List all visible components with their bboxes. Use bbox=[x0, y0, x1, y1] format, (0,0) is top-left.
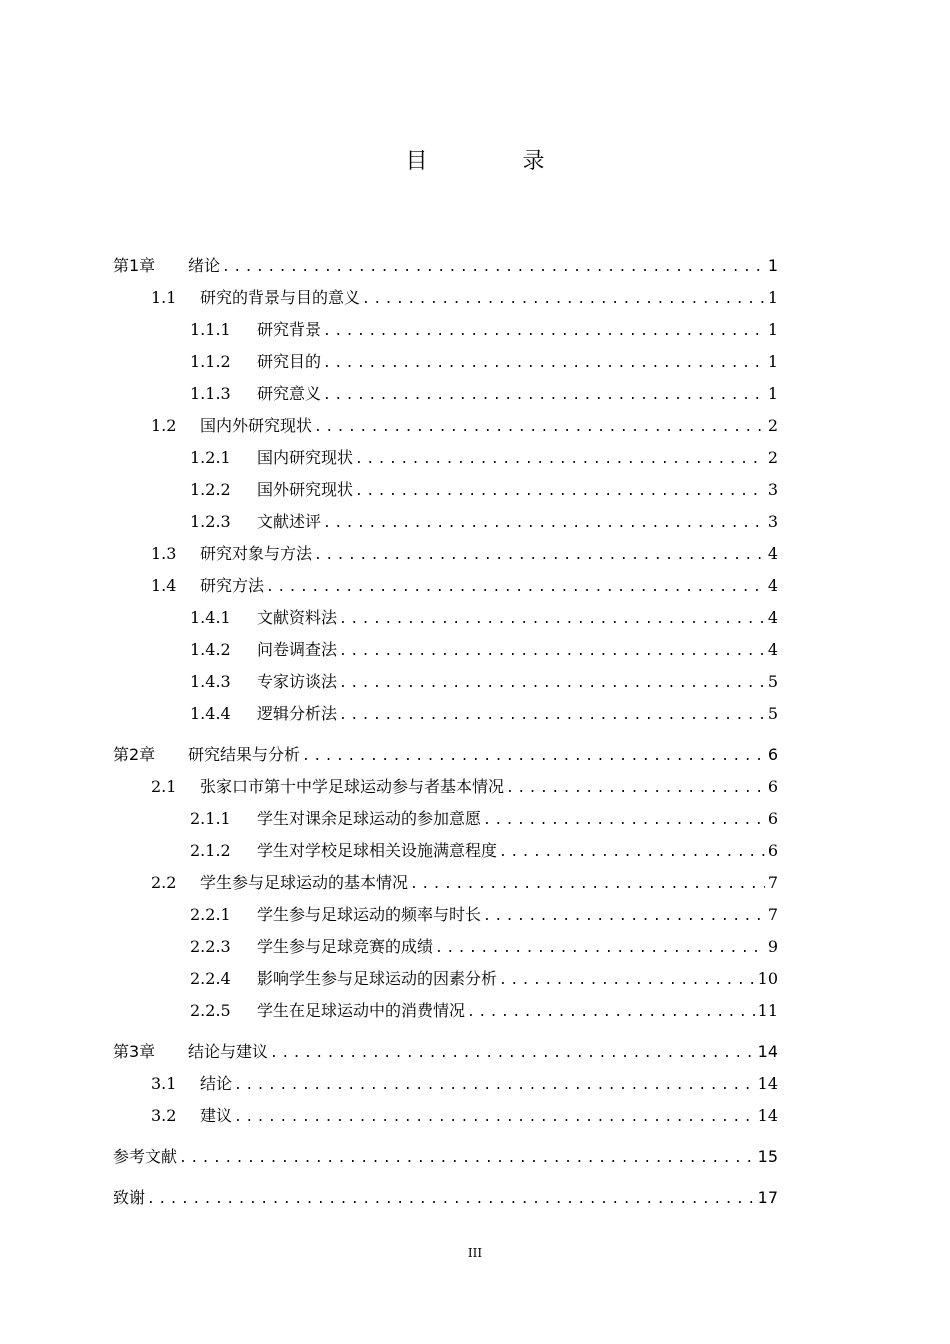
toc-dot-leader bbox=[179, 1143, 755, 1175]
toc-entry[interactable] bbox=[113, 378, 778, 410]
toc-entry-page: 1 bbox=[767, 256, 778, 275]
toc-entry-title: 研究的背景与目的意义 bbox=[200, 288, 361, 307]
toc-entry-title: 学生对学校足球相关设施满意程度 bbox=[257, 841, 498, 860]
toc-entry-page: 6 bbox=[767, 777, 778, 796]
toc-entry-page: 14 bbox=[757, 1042, 778, 1061]
toc-dot-leader bbox=[323, 508, 765, 540]
toc-dot-leader bbox=[483, 901, 765, 933]
toc-entry-page: 3 bbox=[767, 512, 778, 531]
toc-entry[interactable] bbox=[113, 314, 778, 346]
toc-dot-leader bbox=[339, 604, 765, 636]
toc-dot-leader bbox=[234, 1102, 755, 1134]
toc-entry-page: 9 bbox=[767, 937, 778, 956]
toc-dot-leader bbox=[323, 380, 765, 412]
toc-dot-leader bbox=[302, 741, 765, 773]
toc-entry-page: 4 bbox=[767, 544, 778, 563]
toc-entry-number: 2.2.5 bbox=[190, 1001, 231, 1020]
toc-entry-page: 10 bbox=[757, 969, 778, 988]
toc-dot-leader bbox=[499, 965, 755, 997]
toc-entry-page: 2 bbox=[767, 416, 778, 435]
toc-entry-title: 结论 bbox=[200, 1074, 233, 1093]
toc-entry-title: 学生在足球运动中的消费情况 bbox=[257, 1001, 466, 1020]
toc-entry[interactable] bbox=[113, 1141, 778, 1173]
toc-entry-title: 专家访谈法 bbox=[257, 672, 338, 691]
toc-entry-page: 6 bbox=[767, 809, 778, 828]
toc-entry-number: 2.2.1 bbox=[190, 905, 231, 924]
toc-entry[interactable] bbox=[113, 250, 778, 282]
toc-entry[interactable] bbox=[113, 570, 778, 602]
toc-entry-page: 4 bbox=[767, 640, 778, 659]
toc-entry[interactable] bbox=[113, 867, 778, 899]
toc-dot-leader bbox=[339, 668, 765, 700]
toc-entry-number: 2.2.4 bbox=[190, 969, 231, 988]
toc-entry-title: 参考文献 bbox=[113, 1147, 178, 1166]
toc-dot-leader bbox=[483, 805, 765, 837]
toc-entry[interactable] bbox=[113, 931, 778, 963]
toc-entry-page: 1 bbox=[767, 288, 778, 307]
toc-entry-number: 第3章 bbox=[113, 1042, 156, 1061]
toc-entry-page: 1 bbox=[767, 384, 778, 403]
toc-entry-title: 致谢 bbox=[113, 1188, 146, 1207]
toc-entry-title: 学生参与足球运动的频率与时长 bbox=[257, 905, 482, 924]
toc-entry-number: 1.1 bbox=[151, 288, 177, 307]
toc-dot-leader bbox=[266, 572, 765, 604]
toc-entry-number: 1.1.1 bbox=[190, 320, 231, 339]
toc-entry-page: 14 bbox=[757, 1074, 778, 1093]
toc-entry[interactable] bbox=[113, 410, 778, 442]
toc-entry[interactable] bbox=[113, 442, 778, 474]
toc-entry[interactable] bbox=[113, 803, 778, 835]
toc-dot-leader bbox=[506, 773, 765, 805]
toc-entry-title: 张家口市第十中学足球运动参与者基本情况 bbox=[200, 777, 505, 796]
toc-dot-leader bbox=[314, 412, 765, 444]
toc-entry-title: 学生参与足球运动的基本情况 bbox=[200, 873, 409, 892]
toc-entry-title: 研究背景 bbox=[257, 320, 322, 339]
toc-dot-leader bbox=[339, 700, 765, 732]
toc-entry-number: 1.4 bbox=[151, 576, 177, 595]
toc-entry-number: 1.2.1 bbox=[190, 448, 231, 467]
toc-entry[interactable] bbox=[113, 602, 778, 634]
toc-entry-number: 3.1 bbox=[151, 1074, 177, 1093]
toc-entry-title: 逻辑分析法 bbox=[257, 704, 338, 723]
toc-dot-leader bbox=[435, 933, 765, 965]
toc-dot-leader bbox=[355, 444, 765, 476]
toc-dot-leader bbox=[339, 636, 765, 668]
toc-dot-leader bbox=[467, 997, 755, 1029]
toc-entry[interactable] bbox=[113, 739, 778, 771]
toc-entry-number: 2.1.1 bbox=[190, 809, 231, 828]
toc-entry[interactable] bbox=[113, 634, 778, 666]
toc-entry-page: 5 bbox=[767, 672, 778, 691]
toc-entry-number: 第2章 bbox=[113, 745, 156, 764]
toc-entry-title: 建议 bbox=[200, 1106, 233, 1125]
toc-entry-number: 2.2 bbox=[151, 873, 177, 892]
toc-entry-page: 1 bbox=[767, 320, 778, 339]
toc-entry-title: 国内研究现状 bbox=[257, 448, 354, 467]
toc-entry-title: 研究方法 bbox=[200, 576, 265, 595]
toc-dot-leader bbox=[147, 1184, 755, 1216]
toc-entry[interactable] bbox=[113, 346, 778, 378]
toc-entry[interactable] bbox=[113, 1068, 778, 1100]
toc-entry-number: 2.2.3 bbox=[190, 937, 231, 956]
toc-dot-leader bbox=[323, 348, 765, 380]
toc-entry-title: 文献资料法 bbox=[257, 608, 338, 627]
page-title: 目 录 bbox=[405, 149, 589, 174]
toc-entry[interactable] bbox=[113, 1100, 778, 1132]
toc-entry-page: 3 bbox=[767, 480, 778, 499]
toc-entry-page: 4 bbox=[767, 608, 778, 627]
toc-entry[interactable] bbox=[113, 506, 778, 538]
toc-entry-title: 国内外研究现状 bbox=[200, 416, 313, 435]
toc-entry-number: 1.2 bbox=[151, 416, 177, 435]
toc-entry-title: 研究目的 bbox=[257, 352, 322, 371]
toc-dot-leader bbox=[323, 316, 765, 348]
toc-entry[interactable] bbox=[113, 474, 778, 506]
toc-entry[interactable] bbox=[113, 995, 778, 1027]
toc-entry-number: 1.4.3 bbox=[190, 672, 231, 691]
toc-entry-title: 问卷调查法 bbox=[257, 640, 338, 659]
toc-entry[interactable] bbox=[113, 771, 778, 803]
toc-entry-title: 结论与建议 bbox=[188, 1042, 269, 1061]
toc-dot-leader bbox=[355, 476, 765, 508]
toc-entry-title: 研究对象与方法 bbox=[200, 544, 313, 563]
toc-entry-title: 文献述评 bbox=[257, 512, 322, 531]
toc-entry-number: 2.1.2 bbox=[190, 841, 231, 860]
toc-dot-leader bbox=[234, 1070, 755, 1102]
toc-entry-number: 1.4.2 bbox=[190, 640, 231, 659]
toc-entry[interactable] bbox=[113, 1036, 778, 1068]
toc-entry-number: 1.2.2 bbox=[190, 480, 231, 499]
toc-entry-page: 15 bbox=[757, 1147, 778, 1166]
toc-entry-page: 17 bbox=[757, 1188, 778, 1207]
table-of-contents bbox=[113, 250, 778, 1214]
toc-dot-leader bbox=[222, 252, 765, 284]
toc-entry-page: 5 bbox=[767, 704, 778, 723]
toc-entry[interactable] bbox=[113, 963, 778, 995]
toc-entry-page: 6 bbox=[767, 841, 778, 860]
toc-entry-number: 1.4.1 bbox=[190, 608, 231, 627]
toc-dot-leader bbox=[362, 284, 765, 316]
toc-entry[interactable] bbox=[113, 282, 778, 314]
toc-entry-number: 第1章 bbox=[113, 256, 156, 275]
toc-entry-page: 14 bbox=[757, 1106, 778, 1125]
toc-entry-title: 绪论 bbox=[188, 256, 221, 275]
toc-entry[interactable] bbox=[113, 899, 778, 931]
toc-entry-number: 2.1 bbox=[151, 777, 177, 796]
toc-dot-leader bbox=[270, 1038, 755, 1070]
toc-entry-number: 1.3 bbox=[151, 544, 177, 563]
toc-entry-page: 1 bbox=[767, 352, 778, 371]
toc-entry[interactable] bbox=[113, 666, 778, 698]
toc-dot-leader bbox=[410, 869, 765, 901]
toc-entry-title: 研究结果与分析 bbox=[188, 745, 301, 764]
toc-entry-title: 影响学生参与足球运动的因素分析 bbox=[257, 969, 498, 988]
toc-entry-number: 3.2 bbox=[151, 1106, 177, 1125]
toc-entry-page: 4 bbox=[767, 576, 778, 595]
toc-entry-title: 学生参与足球竞赛的成绩 bbox=[257, 937, 434, 956]
toc-entry-page: 7 bbox=[767, 873, 778, 892]
toc-entry-number: 1.1.3 bbox=[190, 384, 231, 403]
toc-entry[interactable] bbox=[113, 835, 778, 867]
toc-entry-number: 1.4.4 bbox=[190, 704, 231, 723]
toc-entry-number: 1.1.2 bbox=[190, 352, 231, 371]
toc-entry-title: 研究意义 bbox=[257, 384, 322, 403]
toc-dot-leader bbox=[314, 540, 765, 572]
page-number: III bbox=[467, 1246, 483, 1260]
toc-entry-title: 学生对课余足球运动的参加意愿 bbox=[257, 809, 482, 828]
toc-entry-title: 国外研究现状 bbox=[257, 480, 354, 499]
toc-entry[interactable] bbox=[113, 698, 778, 730]
toc-entry-number: 1.2.3 bbox=[190, 512, 231, 531]
toc-entry-page: 7 bbox=[767, 905, 778, 924]
toc-entry-page: 2 bbox=[767, 448, 778, 467]
toc-entry-page: 6 bbox=[767, 745, 778, 764]
toc-dot-leader bbox=[499, 837, 765, 869]
toc-entry-page: 11 bbox=[757, 1001, 778, 1020]
toc-entry[interactable] bbox=[113, 538, 778, 570]
toc-entry[interactable] bbox=[113, 1182, 778, 1214]
